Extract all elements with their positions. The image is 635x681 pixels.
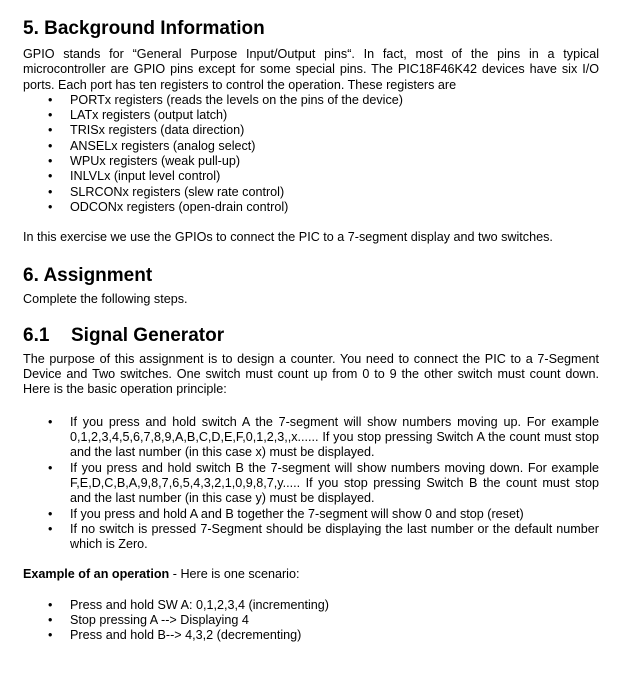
section-5-title: Background Information (44, 18, 265, 39)
section-6-text: Complete the following steps. (23, 291, 188, 306)
register-item: • INLVLx (input level control) (23, 169, 599, 184)
section-6-1-heading (23, 325, 599, 347)
example-text: - Here is one scenario: (169, 567, 300, 582)
section-5-intro: GPIO stands for “General Purpose Input/Output pins“. In fact, most of the pins in a typical microcontroller are GPIO pins except for some special pins. The PIC18F46K42 devices have six I/O ports. Each port has ten registers to control the operation. These registers are (23, 47, 599, 92)
principle-item: • If you press and hold A and B together the 7-segment will show 0 and stop (reset) (23, 507, 599, 522)
section-5-exercise: In this exercise we use the GPIOs to connect the PIC to a 7-segment display and two switches. (23, 230, 553, 245)
register-item: • WPUx registers (weak pull-up) (23, 154, 599, 169)
register-item: • ODCONx registers (open-drain control) (23, 200, 599, 215)
section-6-title: Assignment (43, 264, 153, 286)
principle-item: • If you press and hold switch B the 7-segment will show numbers moving down. For example F,E,D,C,B,A,9,8,7,6,5,4,3,2,1,0,9,8,7,y..... If you stop pressing Switch B the count must stop and the last number (in this case y) must be displayed. (23, 461, 599, 507)
register-item: • TRISx registers (data direction) (23, 123, 599, 138)
principle-list (23, 415, 599, 553)
scenario-item: • Stop pressing A --> Displaying 4 (23, 613, 599, 628)
example-label: Example of an operation (23, 567, 170, 582)
register-item: • SLRCONx registers (slew rate control) (23, 185, 599, 200)
principle-item: • If you press and hold switch A the 7-segment will show numbers moving up. For example 0,1,2,3,4,5,6,7,8,9,A,B,C,D,E,F,0,1,2,3,,x...... If you stop pressing Switch A the count must stop and the last number (in this case x) must be displayed. (23, 415, 599, 461)
register-item: • PORTx registers (reads the levels on the pins of the device) (23, 93, 599, 108)
section-6-number: 6. (23, 264, 39, 286)
register-item: • LATx registers (output latch) (23, 108, 599, 123)
section-5-number: 5. (23, 18, 39, 39)
section-6-1-title: Signal Generator (71, 324, 225, 346)
principle-item: • If no switch is pressed 7-Segment should be displaying the last number or the default number which is Zero. (23, 522, 599, 553)
register-item: • ANSELx registers (analog select) (23, 139, 599, 154)
section-6-1-intro: The purpose of this assignment is to design a counter. You need to connect the PIC to a 7-Segment Device and Two switches. One switch must count up from 0 to 9 the other switch must count down. Here is the basic operation principle: (23, 351, 599, 397)
section-6-1-number: 6.1 (23, 324, 50, 346)
scenario-list (23, 598, 599, 644)
scenario-item: • Press and hold B--> 4,3,2 (decrementing) (23, 628, 599, 643)
section-6-heading (23, 265, 599, 287)
scenario-item: • Press and hold SW A: 0,1,2,3,4 (incrementing) (23, 598, 599, 613)
section-5-heading (23, 0, 599, 40)
example-paragraph (23, 567, 599, 582)
register-list (23, 93, 599, 215)
